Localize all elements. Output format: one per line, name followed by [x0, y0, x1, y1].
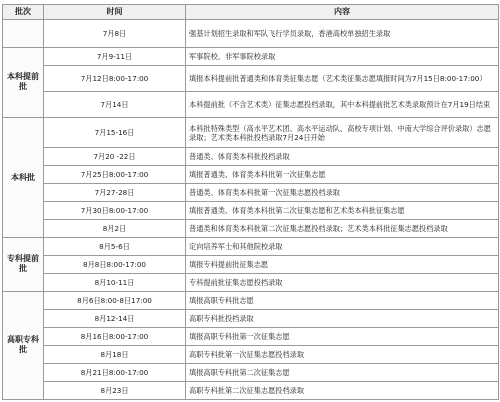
batch-cell: 本科提前批 [3, 47, 44, 118]
content-cell: 专科提前批征集志愿投档录取 [186, 273, 499, 291]
time-cell: 7月25日8:00-17:00 [44, 166, 186, 184]
content-cell: 定向培养军士和其他院校录取 [186, 237, 499, 255]
time-cell: 8月10-11日 [44, 273, 186, 291]
content-cell: 高职专科批第二次征集志愿投档录取 [186, 381, 499, 399]
content-cell: 填报普通类、体育类本科批第一次征集志愿 [186, 166, 499, 184]
table-row [3, 201, 499, 219]
table-row [3, 255, 499, 273]
content-cell: 普通类、体育类本科批第一次征集志愿投档录取 [186, 184, 499, 202]
table-row [3, 345, 499, 363]
table-row [3, 184, 499, 202]
table-row [3, 148, 499, 166]
batch-cell [3, 20, 44, 48]
time-cell: 8月12-14日 [44, 309, 186, 327]
time-cell: 7月8日 [44, 20, 186, 48]
content-cell: 填报高职专科批第一次征集志愿 [186, 327, 499, 345]
content-cell: 填报普通类、体育类本科批第二次征集志愿和艺术类本科批征集志愿 [186, 201, 499, 219]
table-row [3, 47, 499, 65]
column-header-content: 内容 [186, 5, 499, 20]
table-row [3, 309, 499, 327]
column-header-batch: 批次 [3, 5, 44, 20]
time-cell: 7月27-28日 [44, 184, 186, 202]
content-cell: 本科批特殊类型（高水平艺术团、高水平运动队、高校专项计划、中南大学综合评价录取）志愿录取；艺术类本科批投档录取7月24日开始 [186, 118, 499, 148]
time-cell: 7月9-11日 [44, 47, 186, 65]
table-row [3, 381, 499, 399]
content-cell: 普通类、体育类本科批投档录取 [186, 148, 499, 166]
content-cell: 填报高职专科批志愿 [186, 291, 499, 309]
admission-schedule-table [2, 4, 499, 400]
table-row [3, 20, 499, 48]
table-row [3, 91, 499, 117]
time-cell: 8月5-6日 [44, 237, 186, 255]
content-cell: 填报高职专科批第二次征集志愿 [186, 363, 499, 381]
content-cell: 军事院校、非军事院校录取 [186, 47, 499, 65]
content-cell: 普通类和体育类本科批第二次征集志愿投档录取；艺术类本科批征集志愿投档录取 [186, 219, 499, 237]
content-cell: 填报本科提前批普通类和体育类征集志愿（艺术类征集志愿填报时间为7月15日8:00-17:00） [186, 65, 499, 91]
table-row [3, 166, 499, 184]
time-cell: 7月14日 [44, 91, 186, 117]
table-row [3, 273, 499, 291]
batch-cell: 高职专科批 [3, 291, 44, 399]
batch-cell: 本科批 [3, 118, 44, 238]
time-cell: 7月20 -22日 [44, 148, 186, 166]
table-row [3, 291, 499, 309]
table-row [3, 327, 499, 345]
content-cell: 本科提前批（不含艺术类）征集志愿投档录取，其中本科提前批艺术类录取预计在7月19日结束 [186, 91, 499, 117]
content-cell: 填报专科提前批征集志愿 [186, 255, 499, 273]
table-header-row [3, 5, 499, 20]
table-row [3, 363, 499, 381]
table-row [3, 118, 499, 148]
content-cell: 强基计划招生录取和军队飞行学员录取，香港高校单独招生录取 [186, 20, 499, 48]
table-row [3, 219, 499, 237]
time-cell: 8月21日8:00-17:00 [44, 363, 186, 381]
time-cell: 8月6日8:00-8日17:00 [44, 291, 186, 309]
time-cell: 8月16日8:00-17:00 [44, 327, 186, 345]
content-cell: 高职专科批投档录取 [186, 309, 499, 327]
time-cell: 8月18日 [44, 345, 186, 363]
column-header-time: 时间 [44, 5, 186, 20]
time-cell: 8月2日 [44, 219, 186, 237]
table-row [3, 237, 499, 255]
time-cell: 8月23日 [44, 381, 186, 399]
time-cell: 7月15-16日 [44, 118, 186, 148]
batch-cell: 专科提前批 [3, 237, 44, 291]
time-cell: 8月8日8:00-17:00 [44, 255, 186, 273]
content-cell: 高职专科批第一次征集志愿投档录取 [186, 345, 499, 363]
time-cell: 7月30日8:00-17:00 [44, 201, 186, 219]
time-cell: 7月12日8:00-17:00 [44, 65, 186, 91]
table-row [3, 65, 499, 91]
